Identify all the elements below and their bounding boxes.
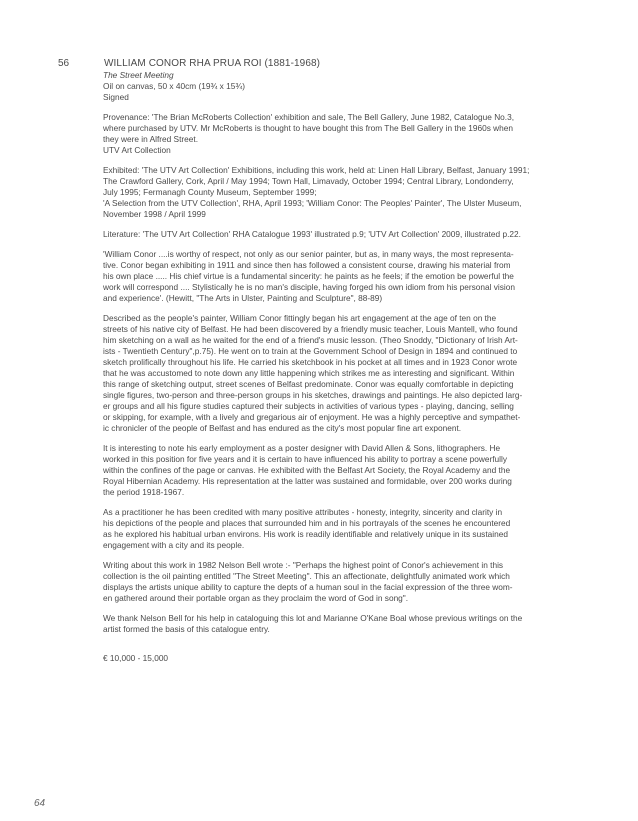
estimate: € 10,000 - 15,000	[103, 653, 169, 663]
text-line: ists - Twentieth Century",p.75). He went on to train at the Government School of Design in 1894 and continued to	[103, 346, 518, 356]
text-line: work will correspond .... Stylistically he is no man's disciple, having forged his own idiom from his personal vision	[103, 282, 515, 292]
text-line: engagement with a city and its people.	[103, 540, 245, 550]
text-line: his depictions of the people and places that surrounded him and in his portrayals of the scenes he encountered	[103, 518, 511, 528]
catalogue-entry	[103, 70, 533, 664]
text-line: or skipping, for example, with a lively and gregarious air of enjoyment. He was a highly perceptive and sympathet-	[103, 412, 521, 422]
artwork-title: The Street Meeting	[103, 70, 174, 80]
text-line: Exhibited: 'The UTV Art Collection' Exhibitions, including this work, held at: Linen Hall Library, Belfast, January 1991;	[103, 165, 530, 175]
text-line: er groups and all his figure studies captured their subjects in activities of various types - playing, dancing, selling	[103, 401, 514, 411]
text-line: the period 1918-1967.	[103, 487, 185, 497]
text-line: within the confines of the page or canvas. He exhibited with the Belfast Art Society, the Royal Academy and the	[103, 465, 511, 475]
artwork-signed: Signed	[103, 92, 129, 102]
text-line: We thank Nelson Bell for his help in cataloguing this lot and Marianne O'Kane Boal whose previous writings on the	[103, 613, 523, 623]
text-line: tive. Conor began exhibiting in 1911 and since then has followed a consistent course, drawing his material from	[103, 260, 511, 270]
text-line: Provenance: 'The Brian McRoberts Collection' exhibition and sale, The Bell Gallery, June 1982, Catalogue No.3,	[103, 112, 515, 122]
text-line: streets of his native city of Belfast. He had been discovered by a friendly music teacher, Louis Mantell, who found	[103, 324, 518, 334]
biography-paragraph-1	[103, 313, 533, 434]
text-line: ic chronicler of the people of Belfast and has endured as the city's most popular fine art exponent.	[103, 423, 462, 433]
text-line: as he explored his habitual urban environs. His work is readily identifiable and relatively unique in its sustained	[103, 529, 508, 539]
text-line: artist formed the basis of this catalogue entry.	[103, 624, 270, 634]
text-line: Writing about this work in 1982 Nelson Bell wrote :- "Perhaps the highest point of Conor's achievement in this	[103, 560, 504, 570]
text-line: It is interesting to note his early employment as a poster designer with David Allen & Sons, lithographers. He	[103, 443, 501, 453]
literature-section	[103, 229, 533, 240]
acknowledgement-paragraph	[103, 613, 533, 635]
text-line: 'A Selection from the UTV Collection', RHA, April 1993; 'William Conor: The Peoples' Painter', The Ulster Museum,	[103, 198, 522, 208]
artist-heading: WILLIAM CONOR RHA PRUA ROI (1881-1968)	[104, 58, 321, 69]
biography-paragraph-2	[103, 443, 533, 498]
text-line: single figures, two-person and three-person groups in his sketches, drawings and paintings. He also depicted larg-	[103, 390, 523, 400]
text-line: As a practitioner he has been credited with many positive attributes - honesty, integrity, sincerity and clarity in	[103, 507, 503, 517]
text-line: Literature: 'The UTV Art Collection' RHA Catalogue 1993' illustrated p.9; 'UTV Art Collection' 2009, illustrated p.22.	[103, 229, 521, 239]
exhibited-section	[103, 165, 533, 220]
text-line: they were in Alfred Street.	[103, 134, 199, 144]
text-line: this range of sketching output, street scenes of Belfast predominate. Conor was equally comfortable in depicting	[103, 379, 514, 389]
hewitt-quote	[103, 249, 533, 304]
text-line: worked in this position for five years and it is certain to have influenced his ability to portray a scene powerfully	[103, 454, 507, 464]
text-line: Royal Hibernian Academy. His representation at the latter was sustained and formidable, over 200 works during	[103, 476, 512, 486]
text-line: that he was accustomed to note down any little happening which strikes me as interesting and significant. Within	[103, 368, 515, 378]
text-line: sketch prolifically throughout his life. He carried his sketchbook in his pocket at all times and in 1923 Conor wrote	[103, 357, 518, 367]
page-number: 64	[34, 798, 46, 809]
text-line: Described as the people's painter, William Conor fittingly began his art engagement at the age of ten on the	[103, 313, 497, 323]
text-line: him sketching on a wall as he waited for the end of a friend's music lesson. (Theo Snoddy, "Dictionary of Irish Art-	[103, 335, 518, 345]
text-line: where purchased by UTV. Mr McRoberts is thought to have bought this from The Bell Gallery in the 1960s when	[103, 123, 513, 133]
text-line: his own place ..... His chief virtue is a fundamental sincerity: he paints as he feels; if the emotion be powerful the	[103, 271, 514, 281]
text-line: November 1998 / April 1999	[103, 209, 206, 219]
text-line: displays the artists unique ability to capture the depts of a human soul in the facial expression of the three wom-	[103, 582, 513, 592]
provenance-section	[103, 112, 533, 156]
text-line: and experience'. (Hewitt, "The Arts in Ulster, Painting and Sculpture", 88-89)	[103, 293, 383, 303]
artwork-medium: Oil on canvas, 50 x 40cm (19¾ x 15¾)	[103, 81, 246, 91]
nelson-bell-paragraph	[103, 560, 533, 604]
biography-paragraph-3	[103, 507, 533, 551]
text-line: July 1995; Fermanagh County Museum, September 1999;	[103, 187, 317, 197]
text-line: 'William Conor ....is worthy of respect, not only as our senior painter, but as, in many ways, the most representa-	[103, 249, 514, 259]
text-line: collection is the oil painting entitled "The Street Meeting". This an affectionate, delightfully animated work which	[103, 571, 510, 581]
text-line: UTV Art Collection	[103, 145, 171, 155]
text-line: The Crawford Gallery, Cork, April / May 1994; Town Hall, Limavady, October 1994; Central Library, Londonderry,	[103, 176, 514, 186]
lot-number: 56	[58, 58, 70, 69]
text-line: en gathered around their portable organ as they proclaim the word of God in song".	[103, 593, 409, 603]
